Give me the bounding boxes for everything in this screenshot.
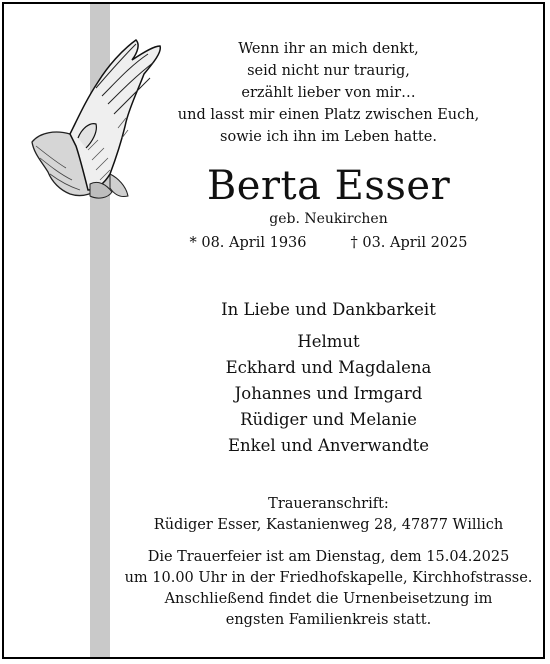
poem-line: und lasst mir einen Platz zwischen Euch, — [177, 107, 480, 123]
ceremony-info — [124, 547, 533, 631]
ceremony-line: engsten Familienkreis statt. — [225, 612, 432, 628]
mourner-name: Enkel und Anverwandte — [227, 436, 430, 455]
mourners-intro: In Liebe und Dankbarkeit — [221, 300, 436, 319]
mourner-name: Johannes und Irmgard — [234, 384, 423, 403]
poem-line: Wenn ihr an mich denkt, — [238, 41, 419, 57]
death-date: † 03. April 2025 — [350, 235, 468, 251]
life-dates — [124, 233, 533, 253]
ceremony-line: Anschließend findet die Urnenbeisetzung im — [164, 591, 493, 607]
ceremony-line: Die Trauerfeier ist am Dienstag, dem 15.04.2025 — [147, 549, 510, 565]
mourners-list — [124, 297, 533, 459]
mourner-name: Rüdiger und Melanie — [240, 410, 417, 429]
poem-line: sowie ich ihn im Leben hatte. — [220, 129, 437, 145]
mourner-name: Helmut — [297, 332, 360, 351]
obituary-frame — [2, 2, 545, 659]
ceremony-line: um 10.00 Uhr in der Friedhofskapelle, Kirchhofstrasse. — [124, 570, 533, 586]
address-label: Traueranschrift: — [268, 496, 389, 512]
mourning-address — [124, 494, 533, 536]
address-line: Rüdiger Esser, Kastanienweg 28, 47877 Willich — [153, 517, 504, 533]
birth-date: * 08. April 1936 — [189, 235, 307, 251]
poem-line: seid nicht nur traurig, — [247, 63, 410, 79]
mourner-name: Eckhard und Magdalena — [225, 358, 432, 377]
poem — [124, 38, 533, 148]
maiden-name: geb. Neukirchen — [269, 211, 388, 227]
deceased-name: Berta Esser — [206, 163, 451, 209]
poem-line: erzählt lieber von mir… — [241, 85, 416, 101]
